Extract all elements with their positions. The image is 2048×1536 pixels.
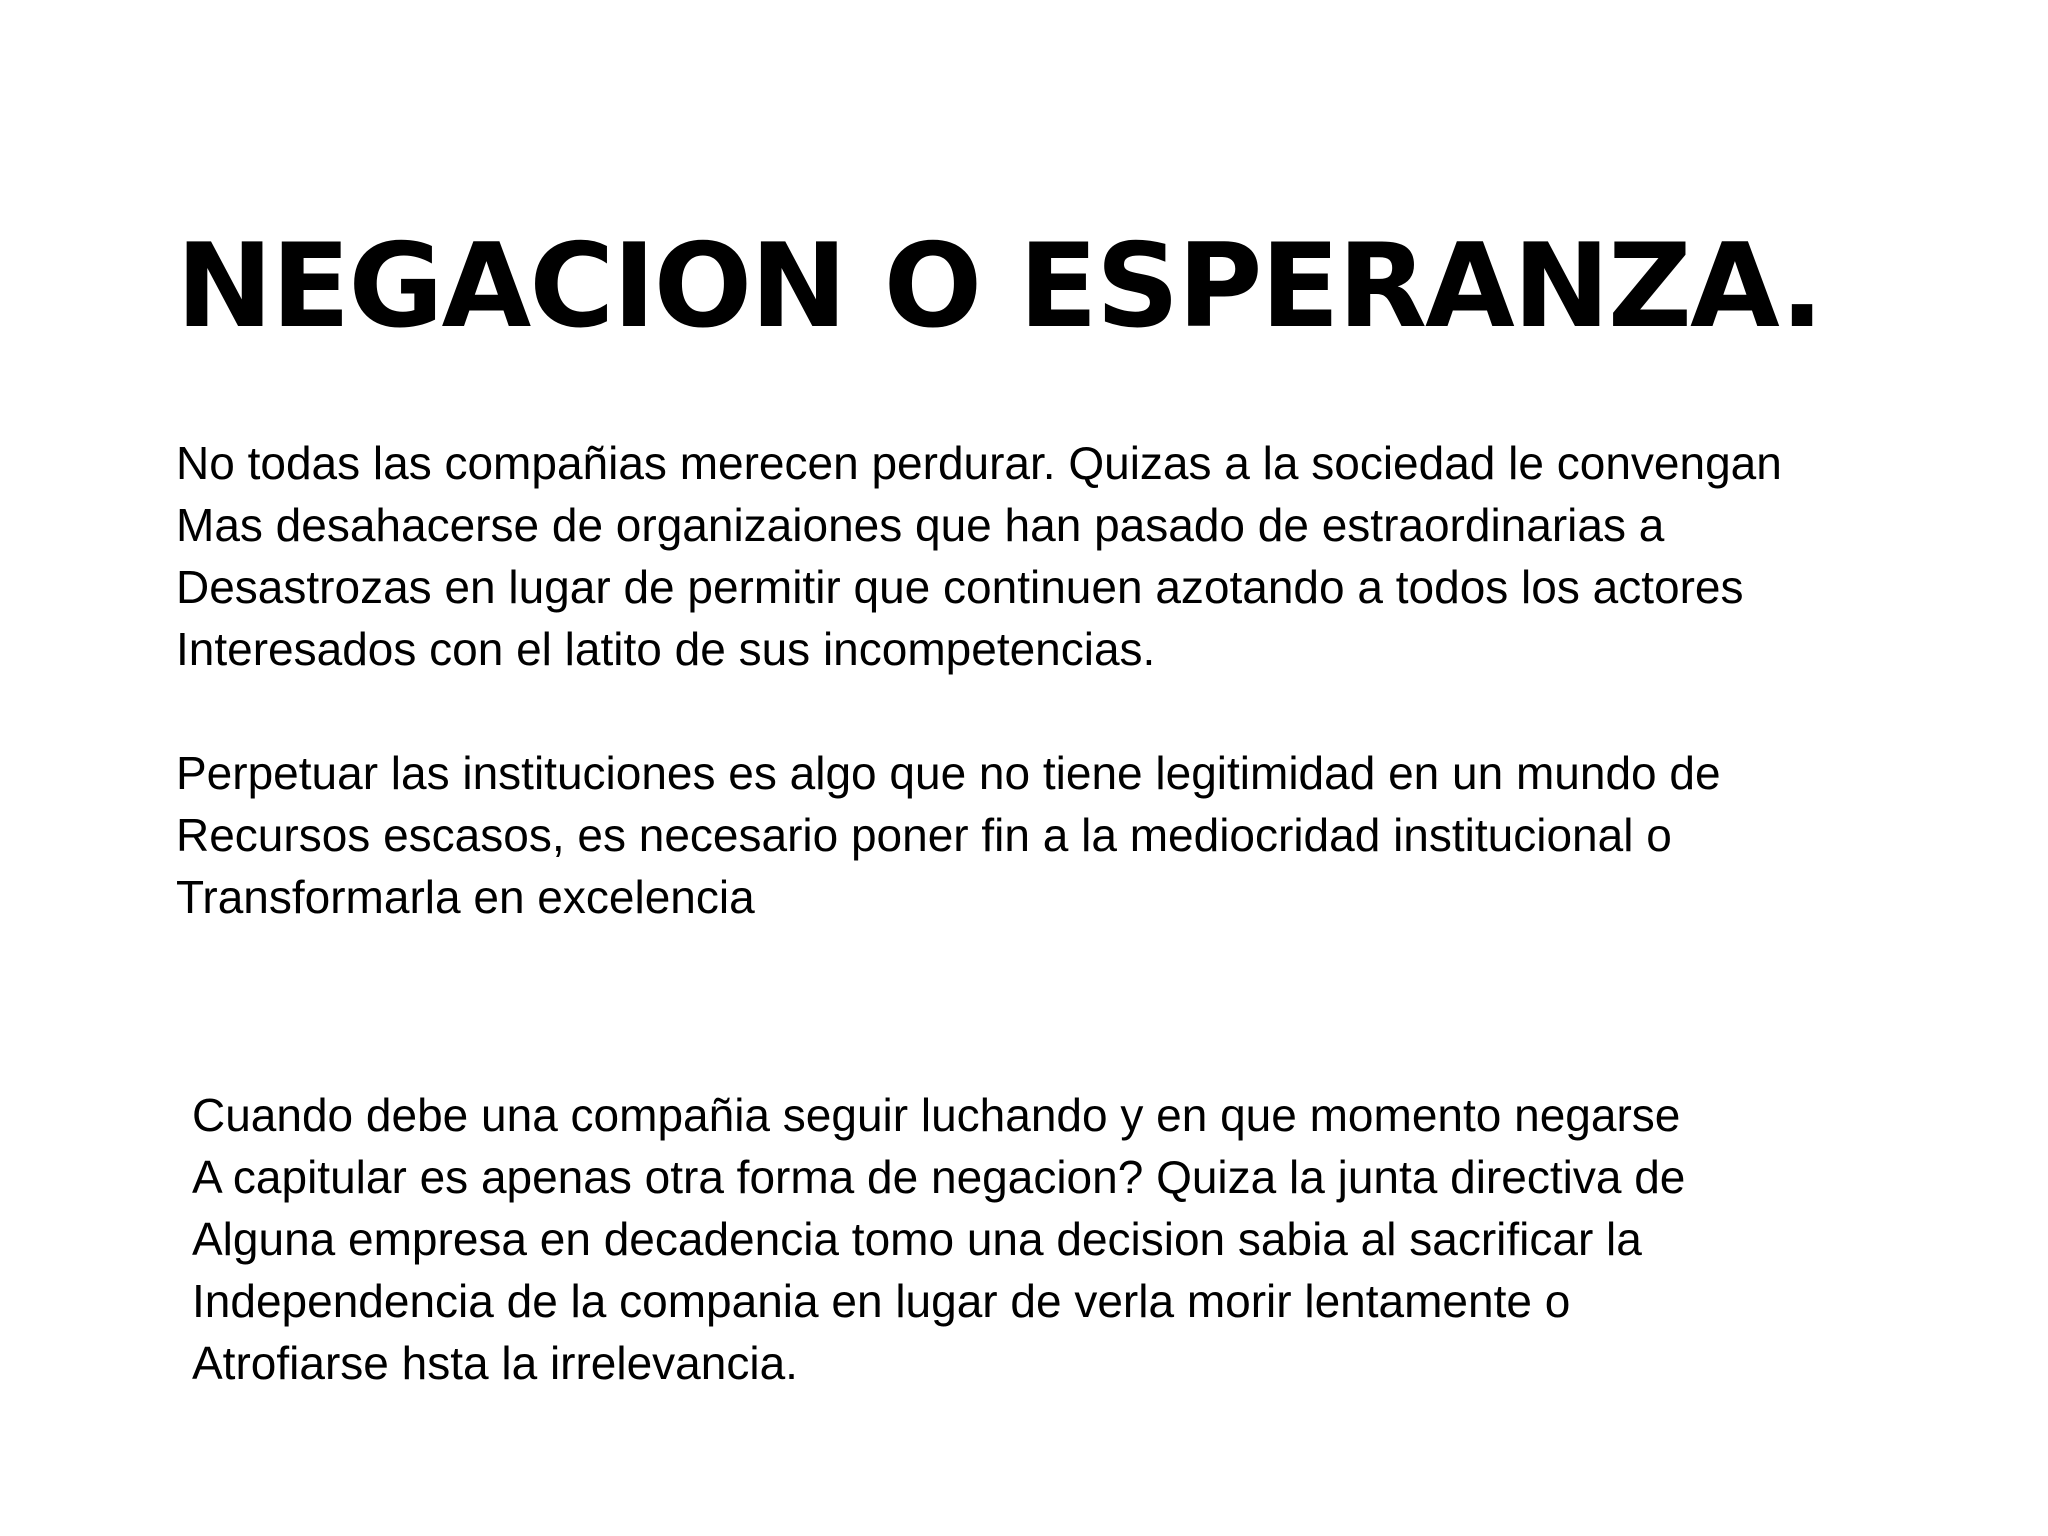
paragraph-3	[192, 1084, 1685, 1394]
paragraph-line: Cuando debe una compañia seguir luchando y en que momento negarse	[192, 1089, 1681, 1141]
paragraph-line: Interesados con el latito de sus incompetencias.	[176, 623, 1156, 675]
paragraph-line: No todas las compañias merecen perdurar. Quizas a la sociedad le convengan	[176, 437, 1782, 489]
paragraph-line: Atrofiarse hsta la irrelevancia.	[192, 1337, 798, 1389]
paragraph-1	[176, 432, 1782, 680]
paragraph-line: Recursos escasos, es necesario poner fin a la mediocridad institucional o	[176, 809, 1672, 861]
paragraph-line: Alguna empresa en decadencia tomo una decision sabia al sacrificar la	[192, 1213, 1642, 1265]
paragraph-line: Transformarla en excelencia	[176, 871, 755, 923]
slide-title: NEGACION O ESPERANZA.	[176, 219, 1823, 354]
paragraph-line: Independencia de la compania en lugar de verla morir lentamente o	[192, 1275, 1571, 1327]
paragraph-line: Perpetuar las instituciones es algo que no tiene legitimidad en un mundo de	[176, 747, 1721, 799]
paragraph-2	[176, 742, 1721, 928]
paragraph-line: Desastrozas en lugar de permitir que continuen azotando a todos los actores	[176, 561, 1744, 613]
paragraph-line: Mas desahacerse de organizaiones que han pasado de estraordinarias a	[176, 499, 1665, 551]
paragraph-line: A capitular es apenas otra forma de negacion? Quiza la junta directiva de	[192, 1151, 1686, 1203]
